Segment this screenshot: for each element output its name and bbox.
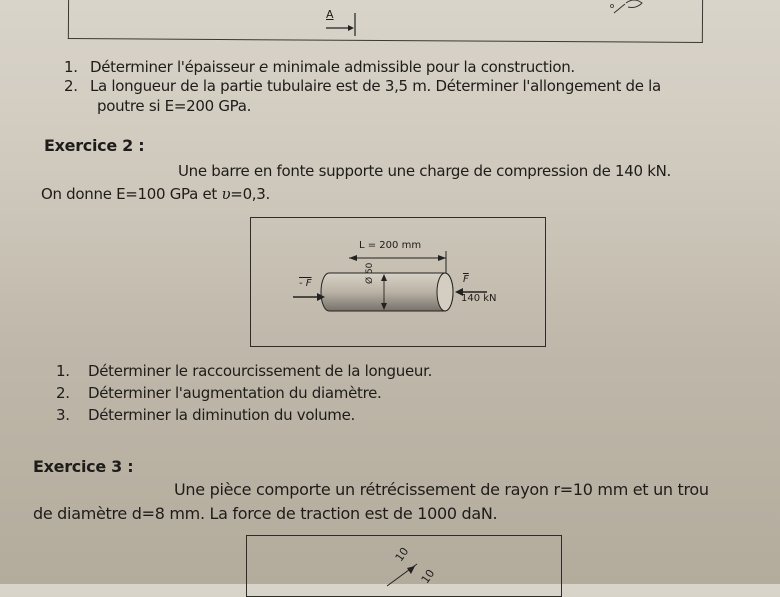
exercise-3-statement-cont: de diamètre d=8 mm. La force de traction est de 1000 daN. <box>33 504 498 523</box>
section-label: A <box>326 8 334 21</box>
question-number: 2. <box>56 384 70 402</box>
left-force-label: - F <box>299 278 312 289</box>
ex2-question-3 <box>56 406 355 424</box>
ex1-question-1 <box>64 58 575 76</box>
question-text: Déterminer l'augmentation du diamètre. <box>88 384 382 402</box>
length-label: L = 200 mm <box>359 240 422 251</box>
section-marker-a <box>318 8 358 36</box>
figure-part-frame <box>246 535 562 597</box>
dimension-label-1: 10 <box>392 545 412 564</box>
diameter-label: Ø 50 <box>365 262 375 284</box>
exercise-2-statement: Une barre en fonte supporte une charge de compression de 140 kN. <box>178 162 672 180</box>
question-text: Déterminer le raccourcissement de la longueur. <box>88 362 433 380</box>
question-text: La longueur de la partie tubulaire est de 3,5 m. Déterminer l'allongement de la <box>90 77 661 95</box>
question-text: minimale admissible pour la construction. <box>267 58 575 76</box>
given-text: On donne E=100 GPa et <box>41 185 222 203</box>
exercise-2-title: Exercice 2 : <box>44 136 145 155</box>
exercise-3-title: Exercice 3 : <box>33 457 134 476</box>
right-force-label: $\overline{F}$ <box>463 274 469 285</box>
ex2-question-1 <box>56 362 432 380</box>
ex1-question-2 <box>64 77 661 95</box>
figure-bar-frame <box>250 217 546 347</box>
question-number: 3. <box>56 406 70 424</box>
cylinder-diagram <box>251 218 545 346</box>
part-diagram <box>247 536 561 596</box>
question-number: 1. <box>64 58 78 76</box>
given-text: =0,3. <box>230 185 270 203</box>
question-number: 2. <box>64 77 78 95</box>
variable-nu: υ <box>221 185 231 203</box>
section-arrow-icon <box>318 8 358 36</box>
ex2-question-2 <box>56 384 382 402</box>
variable-e: e <box>259 58 268 76</box>
exercise-2-given <box>41 185 270 203</box>
question-number: 1. <box>56 362 70 380</box>
dimension-label-2: 10 <box>418 567 438 586</box>
question-text: Déterminer l'épaisseur <box>90 58 260 76</box>
force-value-label: 140 kN <box>461 293 497 304</box>
weld-symbol-icon <box>608 0 658 16</box>
ex1-question-2-cont: poutre si E=200 GPa. <box>97 97 252 115</box>
question-text: Déterminer la diminution du volume. <box>88 406 355 424</box>
exercise-3-statement: Une pièce comporte un rétrécissement de rayon r=10 mm et un trou <box>174 480 709 499</box>
